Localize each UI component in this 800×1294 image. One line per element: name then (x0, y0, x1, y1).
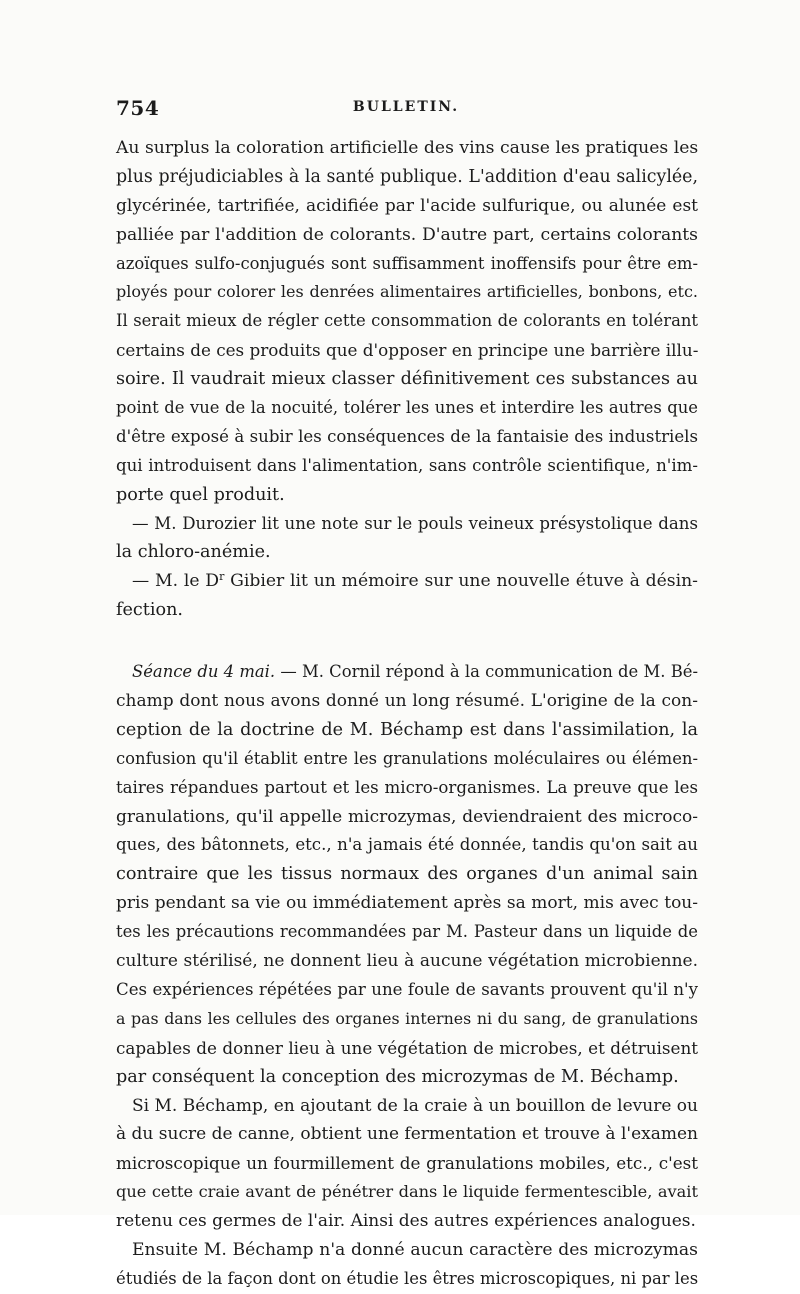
paragraph-seance-4-mai (116, 658, 698, 1091)
text-line: la chloro-anémie. (116, 542, 271, 563)
page-number: 754 (116, 96, 160, 120)
text-line: capables de donner lieu à une végétation de microbes, et détruisent (116, 1037, 698, 1058)
page-header (116, 96, 696, 126)
text-line: certains de ces produits que d'opposer en principe une barrière illu- (116, 340, 699, 361)
text-line: point de vue de la nocuité, tolérer les unes et interdire les autres que (116, 398, 698, 418)
text-line: granulations, qu'il appelle microzymas, deviendraient des microco- (116, 806, 698, 827)
text-line: à du sucre de canne, obtient une fermentation et trouve à l'examen (116, 1124, 698, 1145)
text-line: champ dont nous avons donné un long résumé. L'origine de la con- (116, 691, 698, 712)
text-line: pris pendant sa vie ou immédiatement après sa mort, mis avec tou- (116, 893, 698, 914)
paragraph-durozier (116, 510, 698, 568)
text-line: ployés pour colorer les denrées alimentaires artificielles, bonbons, etc. (116, 282, 698, 302)
text-line: Au surplus la coloration artificielle des vins cause les pratiques les (116, 138, 699, 158)
superscript: r (219, 570, 225, 584)
text-line: qui introduisent dans l'alimentation, sans contrôle scientifique, n'im- (116, 455, 698, 475)
paragraph-craie (116, 1092, 698, 1236)
text-line: Si M. Béchamp, en ajoutant de la craie à un bouillon de levure ou (132, 1095, 698, 1116)
session-date: Séance du 4 mai. (132, 662, 276, 682)
text-line: microscopique un fourmillement de granulations mobiles, etc., c'est (116, 1153, 698, 1174)
text-line: — M. Durozier lit une note sur le pouls veineux présystolique dans (132, 513, 698, 533)
text-line: palliée par l'addition de colorants. D'autre part, certains colorants (116, 224, 698, 245)
text-line: par conséquent la conception des microzymas de M. Béchamp. (116, 1066, 679, 1087)
text-line: contraire que les tissus normaux des organes d'un animal sain (116, 864, 698, 885)
text-line: glycérinée, tartrifiée, acidifiée par l'acide sulfurique, ou alunée est (116, 195, 698, 216)
text-line (116, 567, 698, 596)
text-fragment: — M. Cornil répond à la communication de M. Bé- (275, 662, 698, 682)
running-title: BULLETIN. (352, 99, 460, 115)
text-line: azoïques sulfo-conjugués sont suffisamment inoffensifs pour être em- (116, 253, 698, 273)
text-line: soire. Il vaudrait mieux classer définitivement ces substances au (116, 369, 698, 390)
text-line: ception de la doctrine de M. Béchamp est dans l'assimilation, la (116, 719, 698, 740)
text-line: étudiés de la façon dont on étudie les êtres microscopiques, ni par les (116, 1268, 699, 1288)
text-line: porte quel produit. (116, 484, 285, 505)
text-line: que cette craie avant de pénétrer dans le liquide fermentescible, avait (116, 1182, 698, 1202)
text-line: d'être exposé à subir les conséquences de la fantaisie des industriels (116, 426, 698, 446)
text-line (116, 658, 698, 687)
text-line: Ces expériences répétées par une foule de savants prouvent qu'il n'y (116, 979, 698, 999)
paragraph-gibier (116, 567, 698, 625)
text-line: taires répandues partout et les micro-organismes. La preuve que les (116, 777, 698, 797)
text-line: retenu ces germes de l'air. Ainsi des autres expériences analogues. (116, 1211, 696, 1232)
text-line: Ensuite M. Béchamp n'a donné aucun caractère des microzymas (132, 1239, 698, 1260)
text-line: a pas dans les cellules des organes internes ni du sang, de granulations (116, 1008, 698, 1028)
text-fragment: — M. le D (132, 571, 220, 592)
text-line: culture stérilisé, ne donnent lieu à aucune végétation microbienne. (116, 951, 698, 972)
paragraph-ensuite (116, 1236, 698, 1294)
paragraph-coloration (116, 134, 698, 510)
text-line: plus préjudiciables à la santé publique. L'addition d'eau salicylée, (116, 166, 698, 187)
section-gap (116, 625, 698, 658)
text-line: Il serait mieux de régler cette consommation de colorants en tolérant (116, 311, 698, 331)
text-fragment: Gibier lit un mémoire sur une nouvelle étuve à désin- (224, 571, 698, 592)
text-line: confusion qu'il établit entre les granulations moléculaires ou élémen- (116, 748, 698, 768)
text-line: tes les précautions recommandées par M. Pasteur dans un liquide de (116, 922, 698, 942)
text-line: ques, des bâtonnets, etc., n'a jamais été donnée, tandis qu'on sait au (116, 835, 698, 855)
body-text (116, 134, 698, 1294)
text-line: fection. (116, 600, 183, 621)
